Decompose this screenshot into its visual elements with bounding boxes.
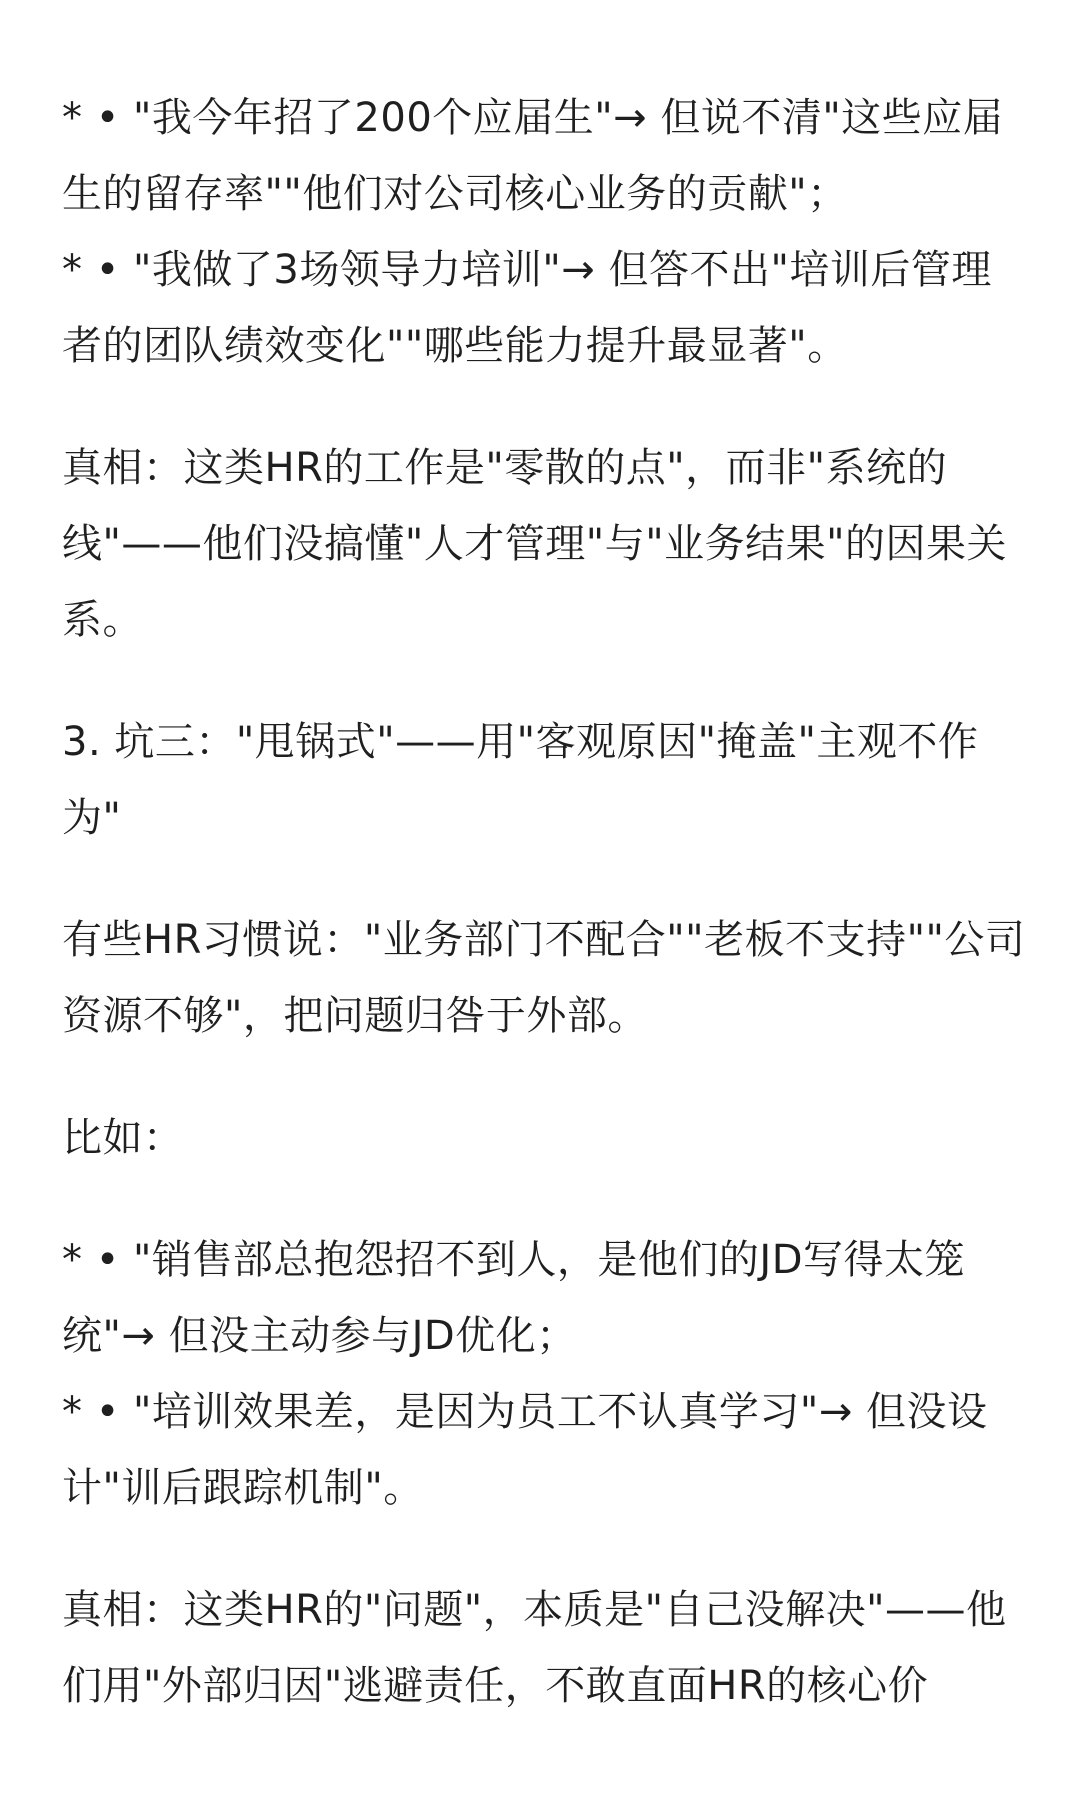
paragraph-text: 真相：这类HR的"问题"，本质是"自己没解决"——他们用"外部归因"逃避责任，不敢直面HR的核心价 <box>62 1587 1007 1709</box>
list-item: * • "我做了3场领导力培训"→ 但答不出"培训后管理者的团队绩效变化""哪些能力提升最显著"。 <box>62 247 992 369</box>
paragraph-text: 有些HR习惯说："业务部门不配合""老板不支持""公司资源不够"，把问题归咎于外部。 <box>62 917 1026 1039</box>
example-label <box>62 1100 1030 1176</box>
paragraph-text: 真相：这类HR的工作是"零散的点"，而非"系统的线"——他们没搞懂"人才管理"与"业务结果"的因果关系。 <box>62 445 1007 643</box>
heading-text: 3. 坑三："甩锅式"——用"客观原因"掩盖"主观不作为" <box>62 719 979 841</box>
article-body <box>62 80 1030 1770</box>
truth-paragraph-2 <box>62 1572 1030 1724</box>
intro-paragraph-3 <box>62 902 1030 1054</box>
list-item: * • "销售部总抱怨招不到人，是他们的JD写得太笼统"→ 但没主动参与JD优化； <box>62 1237 966 1359</box>
section-heading-3 <box>62 704 1030 856</box>
list-item: * • "培训效果差，是因为员工不认真学习"→ 但没设计"训后跟踪机制"。 <box>62 1389 988 1511</box>
paragraph-text: 比如： <box>62 1115 184 1161</box>
list-item: * • "我今年招了200个应届生"→ 但说不清"这些应届生的留存率""他们对公司核心业务的贡献"； <box>62 95 1004 217</box>
bullet-list-1 <box>62 80 1030 384</box>
truth-paragraph-1 <box>62 430 1030 658</box>
bullet-list-2 <box>62 1222 1030 1526</box>
